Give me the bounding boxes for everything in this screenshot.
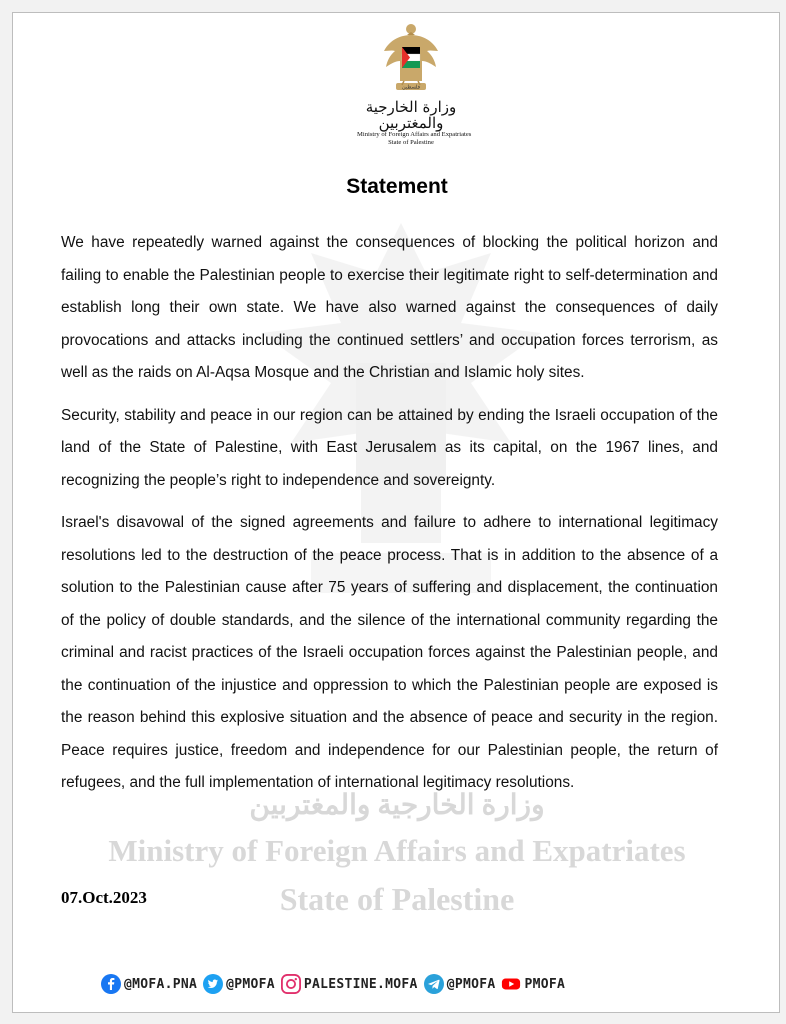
facebook-handle: @MOFA.PNA [124, 976, 198, 992]
ministry-crest [357, 21, 472, 146]
paragraph-3: Israel's disavowal of the signed agreements and failure to adhere to international legitimacy resolutions led to the destruction of the peace process. That is in addition to the absence of a solution to the Palestinian cause after 75 years of suffering and displacement, the continuation of the policy of double standards, and the silence of the international community regarding the criminal and racist practices of the Israeli occupation forces against the Palestinian people, and the continuation of the injustice and oppression to which the Palestinian people are exposed is the reason behind this explosive situation and the absence of peace and security in the region. Peace requires justice, freedom and independence for our Palestinian people, the return of refugees, and the full implementation of international legitimacy resolutions. [61, 514, 718, 791]
instagram-link[interactable] [281, 974, 418, 994]
instagram-handle: PALESTINE.MOFA [303, 976, 418, 992]
twitter-link[interactable] [203, 974, 275, 994]
watermark-arabic: وزارة الخارجية والمغتربين [249, 790, 545, 821]
statement-title: Statement [346, 175, 448, 198]
ministry-name-arabic: وزارة الخارجية والمغتربين [365, 98, 457, 132]
palestine-eagle-icon [382, 21, 440, 99]
watermark-english-ministry: Ministry of Foreign Affairs and Expatriates [108, 833, 686, 868]
social-media-footer [101, 971, 568, 997]
twitter-icon [203, 974, 223, 994]
state-name-english: State of Palestine [388, 139, 434, 146]
instagram-icon [281, 974, 301, 994]
twitter-handle: @PMOFA [226, 976, 275, 992]
facebook-link[interactable] [101, 974, 197, 994]
statement-body [61, 227, 718, 810]
facebook-icon [101, 974, 121, 994]
statement-document [12, 12, 780, 1013]
ministry-name-english: Ministry of Foreign Affairs and Expatriates [357, 131, 472, 138]
paragraph-2: Security, stability and peace in our region can be attained by ending the Israeli occupation of the land of the State of Palestine, with East Jerusalem as its capital, on the 1967 lines, and recognizing the people’s right to independence and sovereignty. [61, 406, 718, 489]
crest-scroll-text: فلسطين [402, 84, 420, 91]
watermark-english-state: State of Palestine [279, 881, 515, 917]
telegram-icon [424, 974, 444, 994]
youtube-handle: PMOFA [524, 976, 566, 992]
telegram-link[interactable] [424, 974, 496, 994]
youtube-icon [501, 974, 521, 994]
statement-date: 07.Oct.2023 [61, 888, 147, 907]
youtube-link[interactable] [501, 974, 565, 994]
paragraph-1: We have repeatedly warned against the consequences of blocking the political horizon and failing to enable the Palestinian people to exercise their legitimate right to self-determination and establish long their own state. We have also warned against the consequences of daily provocations and attacks including the continued settlers’ and occupation forces terrorism, as well as the raids on Al-Aqsa Mosque and the Christian and Islamic holy sites. [61, 234, 718, 381]
telegram-handle: @PMOFA [446, 976, 496, 992]
